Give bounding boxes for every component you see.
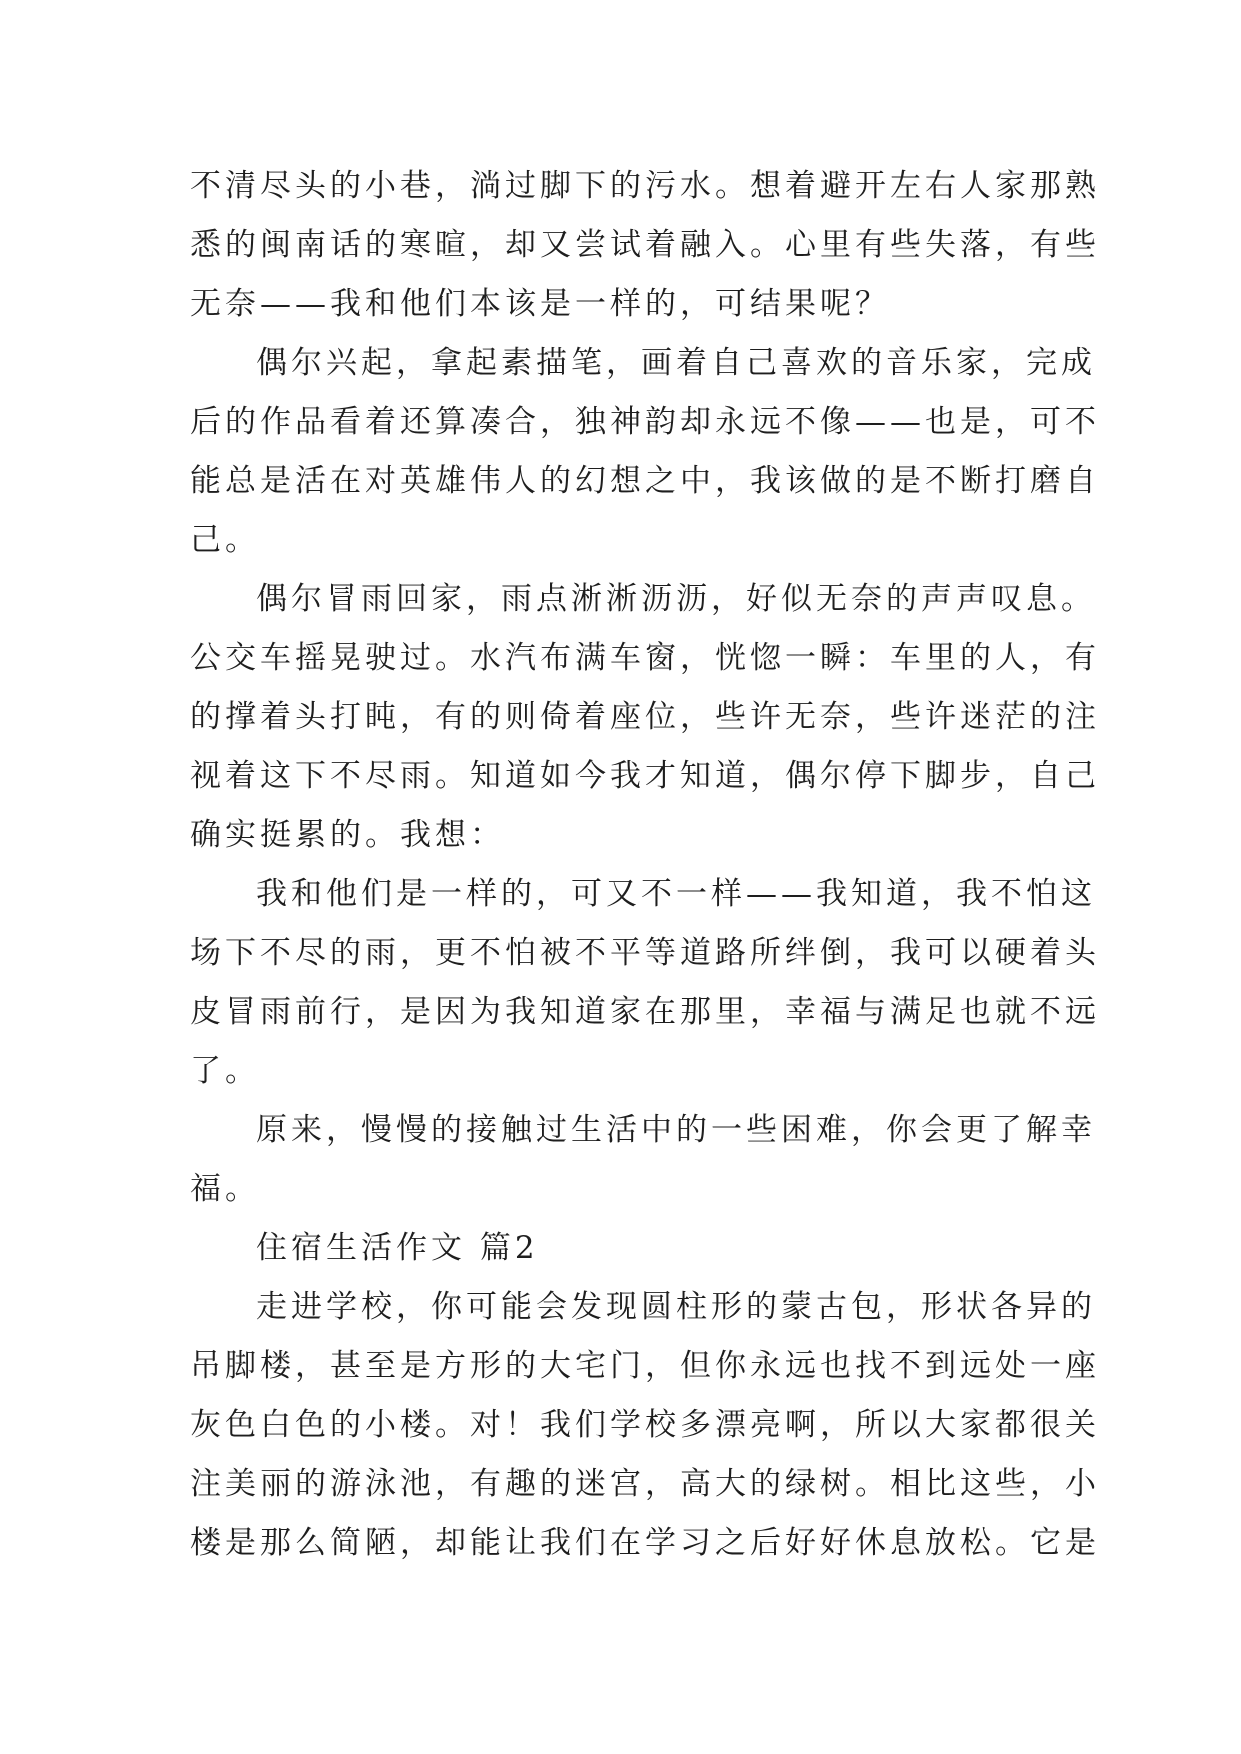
text-line: 能总是活在对英雄伟人的幻想之中，我该做的是不断打磨自 <box>190 463 1100 499</box>
text-line: 确实挺累的。我想： <box>190 817 505 853</box>
text-line: 皮冒雨前行，是因为我知道家在那里，幸福与满足也就不远 <box>190 994 1100 1030</box>
paragraph-first-line: 走进学校，你可能会发现圆柱形的蒙古包，形状各异的 <box>256 1289 1096 1325</box>
text-line: 己。 <box>190 522 260 558</box>
text-line: 场下不尽的雨，更不怕被不平等道路所绊倒，我可以硬着头 <box>190 935 1100 971</box>
paragraph-first-line: 偶尔兴起，拿起素描笔，画着自己喜欢的音乐家，完成 <box>256 345 1096 381</box>
section-heading: 住宿生活作文 篇2 <box>256 1230 539 1266</box>
paragraph-first-line: 我和他们是一样的，可又不一样——我知道，我不怕这 <box>256 876 1096 912</box>
text-line: 无奈——我和他们本该是一样的，可结果呢？ <box>190 286 890 322</box>
text-line: 不清尽头的小巷，淌过脚下的污水。想着避开左右人家那熟 <box>190 168 1100 204</box>
paragraph-first-line: 原来，慢慢的接触过生活中的一些困难，你会更了解幸 <box>256 1112 1096 1148</box>
text-line: 福。 <box>190 1171 260 1207</box>
text-line: 的撑着头打盹，有的则倚着座位，些许无奈，些许迷茫的注 <box>190 699 1100 735</box>
text-line: 楼是那么简陋，却能让我们在学习之后好好休息放松。它是 <box>190 1525 1100 1561</box>
text-line: 灰色白色的小楼。对！我们学校多漂亮啊，所以大家都很关 <box>190 1407 1100 1443</box>
text-line: 公交车摇晃驶过。水汽布满车窗，恍惚一瞬：车里的人，有 <box>190 640 1100 676</box>
paragraph-first-line: 偶尔冒雨回家，雨点淅淅沥沥，好似无奈的声声叹息。 <box>256 581 1096 617</box>
text-line: 了。 <box>190 1053 260 1089</box>
text-line: 后的作品看着还算凑合，独神韵却永远不像——也是，可不 <box>190 404 1100 440</box>
text-line: 视着这下不尽雨。知道如今我才知道，偶尔停下脚步，自己 <box>190 758 1100 794</box>
text-line: 悉的闽南话的寒暄，却又尝试着融入。心里有些失落，有些 <box>190 227 1100 263</box>
text-line: 吊脚楼，甚至是方形的大宅门，但你永远也找不到远处一座 <box>190 1348 1100 1384</box>
text-line: 注美丽的游泳池，有趣的迷宫，高大的绿树。相比这些，小 <box>190 1466 1100 1502</box>
